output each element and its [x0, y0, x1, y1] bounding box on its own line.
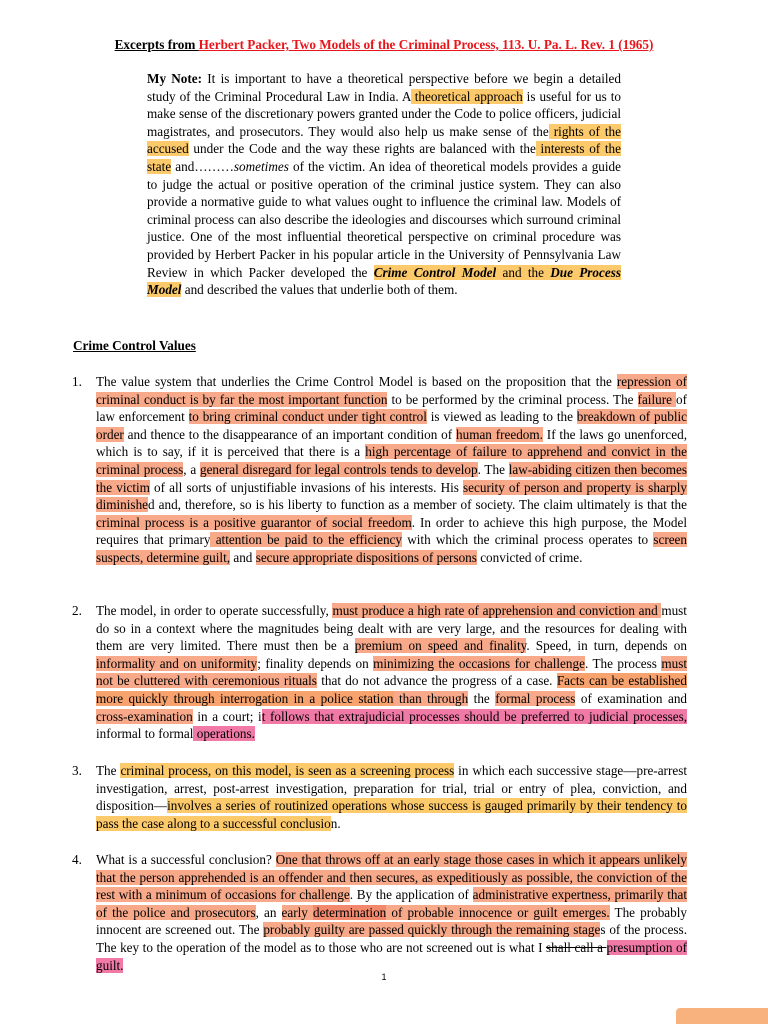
item-number: 3. — [72, 763, 82, 778]
note-text: It is important to have a theoretical perspective before we begin a detailed study of the Criminal Procedural Law in India. A — [147, 71, 621, 104]
text-segment: convicted of crime. — [476, 549, 583, 565]
text-segment: The — [96, 763, 121, 778]
item-number: 1. — [72, 374, 82, 389]
highlight: One that throws off at an early stage those cases in which it appears unlikely that the person apprehended is an offender and then secures, as expeditiously as possible, the conviction of the rest with a minimum of occasions for challenge — [96, 852, 687, 903]
note-text: of the victim. An idea of theoretical models provides a guide to judge the actual or positive operation of the criminal justice system. They can also provide a normative guide to what values ought to influence the criminal law. Models of criminal process can also describe the ideologies and discourses which surround criminal justice. One of the most influential theoretical perspective on criminal procedure was provided by Herbert Packer in his popular article in the University of Pennsylvania Law Review in which Packer developed the — [147, 158, 621, 280]
highlight: and the — [496, 264, 551, 280]
text-segment: of examination and — [575, 690, 688, 706]
highlight-due-process-model: Due Process Model — [147, 264, 621, 298]
highlight: criminal process, on this model, is seen as a screening process — [120, 763, 455, 778]
text-segment: that do not advance the progress of a case. — [316, 673, 557, 689]
highlight: security of person and property is sharply diminishe — [96, 479, 688, 513]
highlight: early — [281, 904, 314, 920]
text-segment: to be performed by the criminal process. The — [387, 391, 638, 407]
highlight: than through — [393, 690, 469, 706]
text-segment: If the laws go unenforced, which is to say, if it is perceived that there is a — [96, 426, 687, 460]
highlight: minimizing the occasions for challenge — [373, 655, 585, 671]
text-segment: . Speed, in turn, depends on — [526, 638, 687, 654]
text-segment: in a court; i — [192, 708, 262, 724]
text-segment: d and, therefore, so is his liberty to function as a member of society. The claim ultimately is that the — [148, 497, 687, 513]
highlight: rights of the accused — [147, 123, 621, 157]
corner-tab[interactable] — [676, 1008, 768, 1024]
highlight: law-abiding citizen then becomes the victim — [96, 461, 687, 495]
text-segment: , an — [255, 904, 282, 920]
highlight: failure — [637, 391, 676, 407]
highlight-crime-control-model: Crime Control Model — [373, 264, 497, 280]
text-segment: of law enforcement — [96, 391, 687, 425]
text-segment: informal to formal — [96, 726, 194, 742]
text-segment: The value system that underlies the Crime Control Model is based on the proposition that the — [96, 374, 617, 389]
highlight: administrative expertness, primarily that of the police and prosecutors — [96, 887, 688, 920]
highlight: to bring criminal conduct under tight control — [188, 409, 427, 425]
highlight: involves a series of routinized operations whose success is gauged primarily by their tendency to pass the case along to a successful conclusio — [96, 798, 687, 831]
highlight: human freedom. — [456, 426, 543, 442]
section-heading: Crime Control Values — [73, 338, 196, 353]
text-segment: . The process — [584, 655, 662, 671]
highlight: general disregard for legal controls tends to develop — [199, 461, 478, 477]
highlight: probably guilty are passed quickly through the remaining stage — [263, 922, 601, 938]
author-note — [147, 70, 621, 299]
text-segment: and thence to the disappearance of an important condition of — [123, 426, 456, 442]
highlight: t follows that extrajudicial processes should be preferred to judicial processes, — [261, 708, 687, 724]
note-label: My Note: — [147, 71, 203, 86]
text-segment: . By the application of — [349, 887, 473, 903]
highlight: premium on speed and finality — [354, 638, 527, 654]
list-item — [72, 851, 688, 974]
list-item — [72, 602, 688, 743]
highlight: formal process — [495, 690, 576, 706]
title-prefix: Excerpts from — [114, 37, 199, 52]
note-text: under the Code and the way these rights are balanced with the — [188, 141, 536, 157]
highlight: Facts can be established more quickly through interrogation in a police station — [96, 673, 687, 706]
item-number: 2. — [72, 603, 82, 618]
text-segment: and — [230, 549, 256, 565]
text-segment: must do so in a context where the magnitudes being dealt with are very large, and the resources for dealing with them are very limited. There must then be a — [96, 603, 687, 654]
highlight: presumption of guilt. — [96, 939, 688, 973]
text-segment: the — [468, 690, 496, 706]
highlight: high percentage of failure to apprehend and convict in the criminal process — [96, 444, 687, 477]
note-italic: sometimes — [233, 158, 289, 174]
highlight: cross-examination — [96, 708, 193, 724]
highlight: must not be cluttered with ceremonious rituals — [96, 655, 688, 689]
highlight: interests of the state — [147, 141, 621, 174]
text-segment: . The — [477, 461, 509, 477]
note-text: is useful for us to make sense of the discretionary powers granted under the Code to police officers, judicial magistrates, and prosecutors. They would also help us make sense of the — [147, 88, 621, 139]
text-segment: with which the criminal process operates to — [402, 532, 654, 548]
document-title — [0, 37, 768, 53]
highlight: operations. — [193, 726, 255, 742]
text-segment: s of the process. The key to the operation of the model as to those who are not screened out is what I — [96, 922, 687, 955]
text-segment: shall call a — [546, 939, 607, 955]
highlight: attention be paid to the efficiency — [210, 532, 402, 548]
page-number: 1 — [381, 972, 387, 982]
list-item — [72, 373, 688, 567]
highlight: secure appropriate dispositions of persons — [255, 549, 477, 565]
text-segment: . In order to achieve this high purpose, the Model requires that primary — [96, 514, 687, 548]
text-segment: The probably innocent are screened out. The — [96, 904, 687, 938]
text-segment: in which each successive stage—pre-arrest investigation, arrest, post-arrest investigation, preparation for trial, trial or entry of plea, conviction, and disposition— — [96, 763, 687, 814]
highlight: determination — [313, 904, 387, 920]
highlight: breakdown of public order — [96, 409, 687, 442]
highlight: must produce a high rate of apprehension and conviction and — [332, 603, 662, 618]
list-item — [72, 762, 687, 832]
highlight: repression of criminal conduct is by far the most important function — [96, 374, 687, 407]
highlight: of probable innocence or guilt emerges. — [386, 904, 610, 920]
note-text: and described the values that underlie both of them. — [181, 282, 458, 298]
text-segment: , a — [183, 461, 200, 477]
text-segment: ; finality depends on — [257, 655, 374, 671]
highlight: screen suspects, determine guilt, — [96, 532, 688, 565]
item-number: 4. — [72, 852, 82, 867]
title-citation-link[interactable]: Herbert Packer, Two Models of the Criminal Process, 113. U. Pa. L. Rev. 1 (1965) — [198, 37, 654, 52]
note-text: and……… — [171, 158, 234, 174]
text-segment: The model, in order to operate successfully, — [96, 603, 333, 618]
highlight: informality and on uniformity — [96, 655, 258, 671]
text-segment: What is a successful conclusion? — [96, 852, 276, 867]
highlight: criminal process is a positive guarantor of social freedom — [96, 514, 412, 530]
text-segment: n. — [330, 815, 341, 831]
text-segment: of all sorts of unjustifiable invasions of his interests. His — [149, 479, 464, 495]
text-segment: is viewed as leading to the — [426, 409, 577, 425]
highlight: theoretical approach — [410, 88, 523, 104]
